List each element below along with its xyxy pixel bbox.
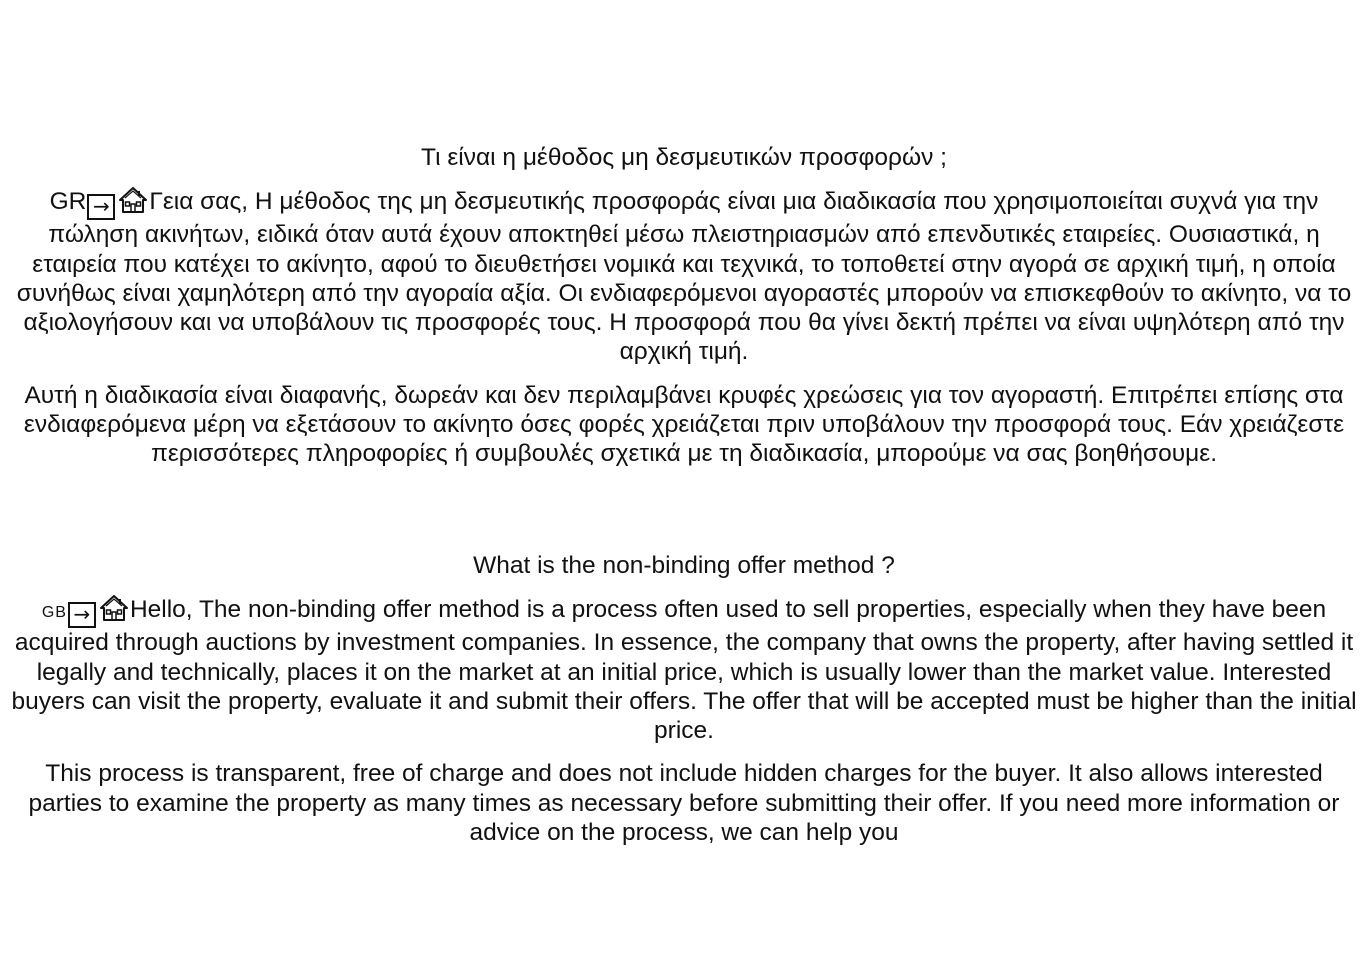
greek-paragraph-1-text: Γεια σας, Η μέθοδος της μη δεσμευτικής προσφοράς είναι μια διαδικασία που χρησιμοποιείται συχνά για την πώληση ακινήτων, ειδικά όταν αυτά έχουν αποκτηθεί μέσω πλειστηριασμών από επενδυτικές εταιρείες. Ουσιαστικά, η εταιρεία που κατέχει το ακίνητο, αφού το διευθετήσει νομικά και τεχνικά, το τοποθετεί στην αγορά σε αρχική τιμή, η οποία συνήθως είναι χαμηλότερη από την αγοραία αξία. Οι ενδιαφερόμενοι αγοραστές μπορούν να επισκεφθούν το ακίνητο, να το αξιολογήσουν και να υποβάλουν τις προσφορές τους. Η προσφορά που θα γίνει δεκτή πρέπει να είναι υψηλότερη από την αρχική τιμή. [16,188,1352,366]
house-icon [118,186,148,214]
english-flag-icon: GB [41,604,67,622]
english-title: What is the non-binding offer method ? [473,552,895,579]
greek-paragraph-1 [8,186,1360,366]
greek-paragraph-2: Αυτή η διαδικασία είναι διαφανής, δωρεάν και δεν περιλαμβάνει κρυφές χρεώσεις για τον αγοραστή. Επιτρέπει επίσης στα ενδιαφερόμενα μέρη να εξετάσουν το ακίνητο όσες φορές χρειάζεται πριν υποβάλουν την προσφορά τους. Εάν χρειάζεστε περισσότερες πληροφορίες ή συμβουλές σχετικά με τη διαδικασία, μπορούμε να σας βοηθήσουμε. [23,381,1345,468]
english-section [8,551,1360,847]
english-paragraph-1-text: Hello, The non-binding offer method is a process often used to sell properties, especially when they have been acquired through auctions by investment companies. In essence, the company that owns the property, after having settled it legally and technically, places it on the market at an initial price, which is usually lower than the market value. Interested buyers can visit the property, evaluate it and submit their offers. The offer that will be accepted must be higher than the initial price. [11,596,1357,745]
house-icon [99,594,129,622]
greek-section [8,143,1360,469]
right-arrow-box-icon: → [68,602,96,628]
english-paragraph-2: This process is transparent, free of charge and does not include hidden charges for the buyer. It also allows interested parties to examine the property as many times as necessary before submitting their offer. If you need more information or advice on the process, we can help you [28,760,1340,847]
greek-title: Τι είναι η μέθοδος μη δεσμευτικών προσφορών ; [421,144,947,171]
english-paragraph-1 [8,594,1360,745]
greek-flag-icon: GR [49,188,87,216]
right-arrow-box-icon: → [87,194,115,220]
